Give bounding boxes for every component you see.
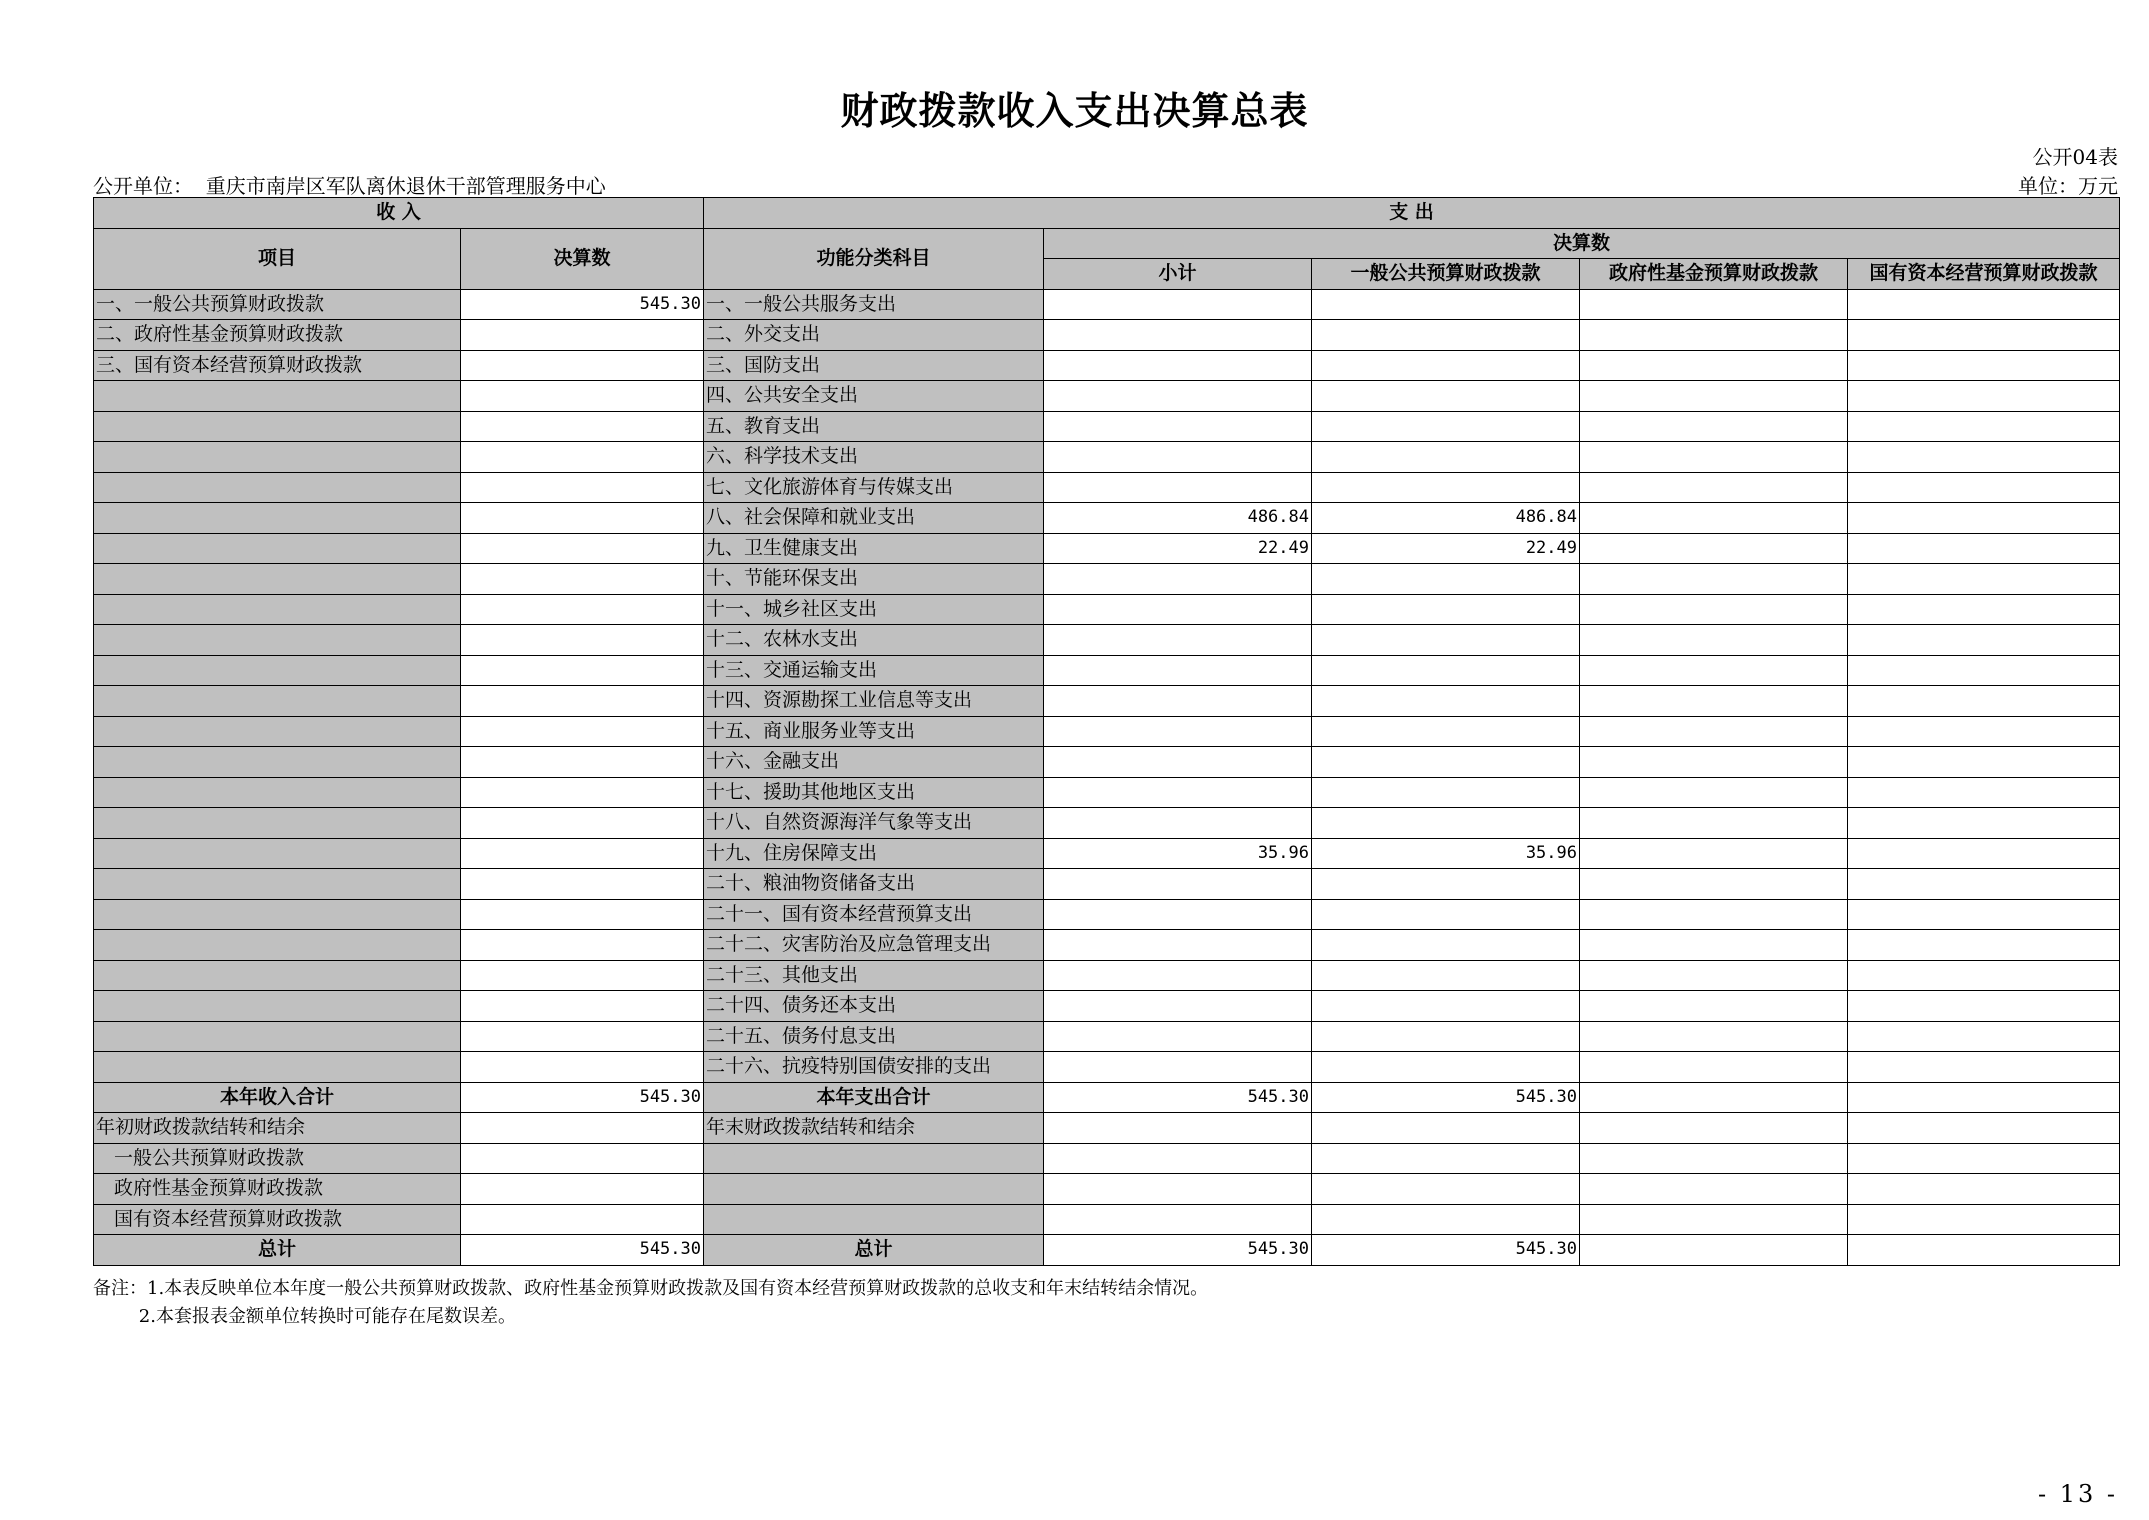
expense-category: 十六、金融支出: [704, 747, 1044, 778]
income-amount: [461, 533, 704, 564]
col-final-header: 决算数: [1044, 228, 2120, 259]
general-budget-value: [1312, 655, 1580, 686]
state-capital-value: [1848, 991, 2120, 1022]
general-budget-value: [1312, 808, 1580, 839]
year-income-total-label: 本年收入合计: [94, 1082, 461, 1113]
state-capital-value: [1848, 716, 2120, 747]
carryover-sub-state: [1848, 1174, 2120, 1205]
income-amount: [461, 747, 704, 778]
expense-category: 九、卫生健康支出: [704, 533, 1044, 564]
carryover-sub-state: [1848, 1143, 2120, 1174]
gov-fund-value: [1580, 625, 1848, 656]
state-capital-value: [1848, 930, 2120, 961]
income-item: [94, 686, 461, 717]
carryover-sub-label: 一般公共预算财政拨款: [94, 1143, 461, 1174]
expense-category: 二、外交支出: [704, 320, 1044, 351]
income-item: [94, 899, 461, 930]
general-budget-value: [1312, 747, 1580, 778]
income-item: [94, 442, 461, 473]
table-row: [94, 930, 2120, 961]
general-budget-value: [1312, 930, 1580, 961]
expense-category: 十四、资源勘探工业信息等支出: [704, 686, 1044, 717]
gov-fund-value: [1580, 350, 1848, 381]
table-row: [94, 381, 2120, 412]
expense-category: 十九、住房保障支出: [704, 838, 1044, 869]
expense-category: 十五、商业服务业等支出: [704, 716, 1044, 747]
subtotal-value: [1044, 411, 1312, 442]
subtotal-value: [1044, 930, 1312, 961]
expense-category: 十八、自然资源海洋气象等支出: [704, 808, 1044, 839]
subtotal-value: [1044, 808, 1312, 839]
table-row: [94, 1021, 2120, 1052]
expense-category: 七、文化旅游体育与传媒支出: [704, 472, 1044, 503]
gov-fund-value: [1580, 472, 1848, 503]
table-row: [94, 899, 2120, 930]
state-capital-value: [1848, 1021, 2120, 1052]
income-amount: [461, 991, 704, 1022]
income-amount: [461, 350, 704, 381]
general-budget-value: [1312, 686, 1580, 717]
year-govfund-total: [1580, 1082, 1848, 1113]
general-budget-value: [1312, 472, 1580, 503]
year-subtotal: 545.30: [1044, 1082, 1312, 1113]
carryover-sub-state: [1848, 1204, 2120, 1235]
carryover-sub-subtotal: [1044, 1204, 1312, 1235]
expense-category: 十一、城乡社区支出: [704, 594, 1044, 625]
table-row: [94, 1052, 2120, 1083]
general-budget-value: [1312, 625, 1580, 656]
carryover-sub-general: [1312, 1174, 1580, 1205]
subtotal-value: 35.96: [1044, 838, 1312, 869]
income-item: [94, 991, 461, 1022]
general-budget-value: [1312, 1052, 1580, 1083]
state-capital-value: [1848, 960, 2120, 991]
general-budget-value: 486.84: [1312, 503, 1580, 534]
income-item: [94, 960, 461, 991]
income-item: [94, 655, 461, 686]
carryover-sub-label: 政府性基金预算财政拨款: [94, 1174, 461, 1205]
table-row: [94, 747, 2120, 778]
income-amount: [461, 472, 704, 503]
table-row: [94, 808, 2120, 839]
carryover-sub-govfund: [1580, 1143, 1848, 1174]
income-item: [94, 1052, 461, 1083]
currency-unit: 单位：万元: [2018, 174, 2118, 198]
income-item: [94, 838, 461, 869]
income-amount: [461, 381, 704, 412]
table-body: [94, 289, 2120, 1265]
gov-fund-value: [1580, 686, 1848, 717]
gov-fund-value: [1580, 930, 1848, 961]
subtotal-value: [1044, 960, 1312, 991]
income-item: [94, 716, 461, 747]
year-general-total: 545.30: [1312, 1082, 1580, 1113]
state-capital-value: [1848, 808, 2120, 839]
general-budget-value: [1312, 899, 1580, 930]
gov-fund-value: [1580, 381, 1848, 412]
table-row: [94, 1174, 2120, 1205]
gov-fund-value: [1580, 716, 1848, 747]
subtotal-value: [1044, 1021, 1312, 1052]
state-capital-value: [1848, 655, 2120, 686]
expense-category: 八、社会保障和就业支出: [704, 503, 1044, 534]
income-amount: [461, 838, 704, 869]
table-row: [94, 411, 2120, 442]
carryover-sub-subtotal: [1044, 1143, 1312, 1174]
closing-subtotal: [1044, 1113, 1312, 1144]
income-amount: [461, 930, 704, 961]
subtotal-value: [1044, 655, 1312, 686]
income-item: [94, 625, 461, 656]
subtotal-value: [1044, 686, 1312, 717]
state-capital-value: [1848, 686, 2120, 717]
subtotal-value: [1044, 991, 1312, 1022]
gov-fund-value: [1580, 899, 1848, 930]
grand-state-total: [1848, 1235, 2120, 1266]
grand-expense-total-label: 总计: [704, 1235, 1044, 1266]
table-row: [94, 960, 2120, 991]
expense-category: 一、一般公共服务支出: [704, 289, 1044, 320]
expense-header: 支 出: [704, 198, 2120, 229]
col-subtotal-header: 小计: [1044, 259, 1312, 290]
income-item: [94, 930, 461, 961]
subtotal-value: [1044, 747, 1312, 778]
state-capital-value: [1848, 381, 2120, 412]
opening-carryover-amount: [461, 1113, 704, 1144]
year-state-total: [1848, 1082, 2120, 1113]
income-item: 三、国有资本经营预算财政拨款: [94, 350, 461, 381]
carryover-sub-general: [1312, 1143, 1580, 1174]
income-item: [94, 503, 461, 534]
subtotal-value: 22.49: [1044, 533, 1312, 564]
state-capital-value: [1848, 899, 2120, 930]
general-budget-value: [1312, 289, 1580, 320]
gov-fund-value: [1580, 777, 1848, 808]
income-amount: [461, 655, 704, 686]
page-title: 财政拨款收入支出决算总表: [840, 89, 1309, 133]
income-item: [94, 869, 461, 900]
income-amount: [461, 716, 704, 747]
expense-category: 五、教育支出: [704, 411, 1044, 442]
income-amount: [461, 1021, 704, 1052]
general-budget-value: [1312, 442, 1580, 473]
general-budget-value: [1312, 320, 1580, 351]
grand-income-total: 545.30: [461, 1235, 704, 1266]
general-budget-value: [1312, 381, 1580, 412]
expense-category: 三、国防支出: [704, 350, 1044, 381]
income-amount: [461, 564, 704, 595]
gov-fund-value: [1580, 1052, 1848, 1083]
income-amount: [461, 503, 704, 534]
general-budget-value: [1312, 716, 1580, 747]
gov-fund-value: [1580, 808, 1848, 839]
income-item: [94, 747, 461, 778]
gov-fund-value: [1580, 838, 1848, 869]
table-row: [94, 1082, 2120, 1113]
expense-category: 二十二、灾害防治及应急管理支出: [704, 930, 1044, 961]
carryover-sub-amount: [461, 1174, 704, 1205]
expense-category: 十二、农林水支出: [704, 625, 1044, 656]
state-capital-value: [1848, 533, 2120, 564]
carryover-sub-amount: [461, 1143, 704, 1174]
table-row: [94, 503, 2120, 534]
reporting-unit: 公开单位： 重庆市南岸区军队离休退休干部管理服务中心: [93, 174, 606, 198]
table-row: [94, 442, 2120, 473]
gov-fund-value: [1580, 594, 1848, 625]
state-capital-value: [1848, 625, 2120, 656]
table-row: [94, 289, 2120, 320]
note-1: 备注：1.本表反映单位本年度一般公共预算财政拨款、政府性基金预算财政拨款及国有资本经营预算财政拨款的总收支和年末结转结余情况。: [93, 1278, 1209, 1299]
subtotal-value: [1044, 869, 1312, 900]
expense-category: 二十六、抗疫特别国债安排的支出: [704, 1052, 1044, 1083]
gov-fund-value: [1580, 960, 1848, 991]
state-capital-value: [1848, 320, 2120, 351]
state-capital-value: [1848, 838, 2120, 869]
general-budget-value: 22.49: [1312, 533, 1580, 564]
table-row: [94, 777, 2120, 808]
gov-fund-value: [1580, 869, 1848, 900]
income-amount: [461, 411, 704, 442]
income-header: 收 入: [94, 198, 704, 229]
income-amount: [461, 899, 704, 930]
col-function-header: 功能分类科目: [704, 228, 1044, 289]
expense-category: 十、节能环保支出: [704, 564, 1044, 595]
col-amount-header: 决算数: [461, 228, 704, 289]
table-row: [94, 1204, 2120, 1235]
state-capital-value: [1848, 472, 2120, 503]
income-amount: [461, 686, 704, 717]
gov-fund-value: [1580, 442, 1848, 473]
income-item: 二、政府性基金预算财政拨款: [94, 320, 461, 351]
col-govfund-header: 政府性基金预算财政拨款: [1580, 259, 1848, 290]
gov-fund-value: [1580, 564, 1848, 595]
income-item: [94, 472, 461, 503]
carryover-sub-expense: [704, 1143, 1044, 1174]
income-amount: [461, 594, 704, 625]
grand-govfund-total: [1580, 1235, 1848, 1266]
closing-carryover-label: 年末财政拨款结转和结余: [704, 1113, 1044, 1144]
income-amount: [461, 442, 704, 473]
income-item: [94, 411, 461, 442]
col-item-header: 项目: [94, 228, 461, 289]
state-capital-value: [1848, 503, 2120, 534]
table-row: [94, 716, 2120, 747]
general-budget-value: [1312, 350, 1580, 381]
income-item: [94, 564, 461, 595]
general-budget-value: [1312, 960, 1580, 991]
subtotal-value: [1044, 594, 1312, 625]
expense-category: 六、科学技术支出: [704, 442, 1044, 473]
table-row: [94, 1113, 2120, 1144]
state-capital-value: [1848, 564, 2120, 595]
income-item: 一、一般公共预算财政拨款: [94, 289, 461, 320]
table-row: [94, 472, 2120, 503]
subtotal-value: [1044, 1052, 1312, 1083]
table-row: [94, 991, 2120, 1022]
subtotal-value: [1044, 472, 1312, 503]
grand-income-total-label: 总计: [94, 1235, 461, 1266]
carryover-sub-general: [1312, 1204, 1580, 1235]
carryover-sub-label: 国有资本经营预算财政拨款: [94, 1204, 461, 1235]
general-budget-value: [1312, 564, 1580, 595]
income-item: [94, 533, 461, 564]
closing-state: [1848, 1113, 2120, 1144]
year-income-total: 545.30: [461, 1082, 704, 1113]
state-capital-value: [1848, 350, 2120, 381]
subtotal-value: [1044, 289, 1312, 320]
income-item: [94, 594, 461, 625]
subtotal-value: 486.84: [1044, 503, 1312, 534]
expense-category: 二十四、债务还本支出: [704, 991, 1044, 1022]
carryover-sub-expense: [704, 1204, 1044, 1235]
opening-carryover-label: 年初财政拨款结转和结余: [94, 1113, 461, 1144]
table-row: [94, 320, 2120, 351]
closing-govfund: [1580, 1113, 1848, 1144]
table-row: [94, 594, 2120, 625]
income-amount: [461, 625, 704, 656]
income-amount: 545.30: [461, 289, 704, 320]
year-expense-total-label: 本年支出合计: [704, 1082, 1044, 1113]
table-row: [94, 1143, 2120, 1174]
general-budget-value: [1312, 1021, 1580, 1052]
page-number: - 13 -: [2037, 1480, 2118, 1508]
subtotal-value: [1044, 350, 1312, 381]
subtotal-value: [1044, 899, 1312, 930]
state-capital-value: [1848, 411, 2120, 442]
carryover-sub-expense: [704, 1174, 1044, 1205]
gov-fund-value: [1580, 289, 1848, 320]
state-capital-value: [1848, 594, 2120, 625]
general-budget-value: [1312, 411, 1580, 442]
table-row: [94, 564, 2120, 595]
table-row: [94, 625, 2120, 656]
table-row: [94, 655, 2120, 686]
subtotal-value: [1044, 564, 1312, 595]
expense-category: 二十五、债务付息支出: [704, 1021, 1044, 1052]
carryover-sub-subtotal: [1044, 1174, 1312, 1205]
subtotal-value: [1044, 625, 1312, 656]
subtotal-value: [1044, 777, 1312, 808]
expense-category: 十七、援助其他地区支出: [704, 777, 1044, 808]
state-capital-value: [1848, 1052, 2120, 1083]
table-row: [94, 686, 2120, 717]
gov-fund-value: [1580, 1021, 1848, 1052]
income-amount: [461, 808, 704, 839]
income-amount: [461, 1052, 704, 1083]
gov-fund-value: [1580, 320, 1848, 351]
carryover-sub-amount: [461, 1204, 704, 1235]
col-general-header: 一般公共预算财政拨款: [1312, 259, 1580, 290]
closing-general: [1312, 1113, 1580, 1144]
table-row: [94, 533, 2120, 564]
expense-category: 二十一、国有资本经营预算支出: [704, 899, 1044, 930]
expense-category: 二十、粮油物资储备支出: [704, 869, 1044, 900]
state-capital-value: [1848, 777, 2120, 808]
gov-fund-value: [1580, 503, 1848, 534]
gov-fund-value: [1580, 411, 1848, 442]
subtotal-value: [1044, 381, 1312, 412]
form-number: 公开04表: [2032, 145, 2118, 169]
state-capital-value: [1848, 747, 2120, 778]
general-budget-value: [1312, 777, 1580, 808]
income-amount: [461, 960, 704, 991]
budget-table: [93, 197, 2120, 1266]
col-state-header: 国有资本经营预算财政拨款: [1848, 259, 2120, 290]
table-row: [94, 350, 2120, 381]
income-amount: [461, 869, 704, 900]
expense-category: 二十三、其他支出: [704, 960, 1044, 991]
state-capital-value: [1848, 869, 2120, 900]
income-item: [94, 808, 461, 839]
general-budget-value: [1312, 869, 1580, 900]
income-item: [94, 381, 461, 412]
grand-subtotal: 545.30: [1044, 1235, 1312, 1266]
general-budget-value: [1312, 991, 1580, 1022]
subtotal-value: [1044, 442, 1312, 473]
expense-category: 四、公共安全支出: [704, 381, 1044, 412]
note-2: 2.本套报表金额单位转换时可能存在尾数误差。: [93, 1306, 516, 1327]
table-row: [94, 838, 2120, 869]
state-capital-value: [1848, 289, 2120, 320]
gov-fund-value: [1580, 747, 1848, 778]
income-amount: [461, 320, 704, 351]
income-item: [94, 1021, 461, 1052]
gov-fund-value: [1580, 655, 1848, 686]
expense-category: 十三、交通运输支出: [704, 655, 1044, 686]
general-budget-value: [1312, 594, 1580, 625]
state-capital-value: [1848, 442, 2120, 473]
subtotal-value: [1044, 320, 1312, 351]
subtotal-value: [1044, 716, 1312, 747]
gov-fund-value: [1580, 991, 1848, 1022]
carryover-sub-govfund: [1580, 1174, 1848, 1205]
table-row: [94, 1235, 2120, 1266]
carryover-sub-govfund: [1580, 1204, 1848, 1235]
general-budget-value: 35.96: [1312, 838, 1580, 869]
table-row: [94, 869, 2120, 900]
income-amount: [461, 777, 704, 808]
income-item: [94, 777, 461, 808]
grand-general-total: 545.30: [1312, 1235, 1580, 1266]
gov-fund-value: [1580, 533, 1848, 564]
